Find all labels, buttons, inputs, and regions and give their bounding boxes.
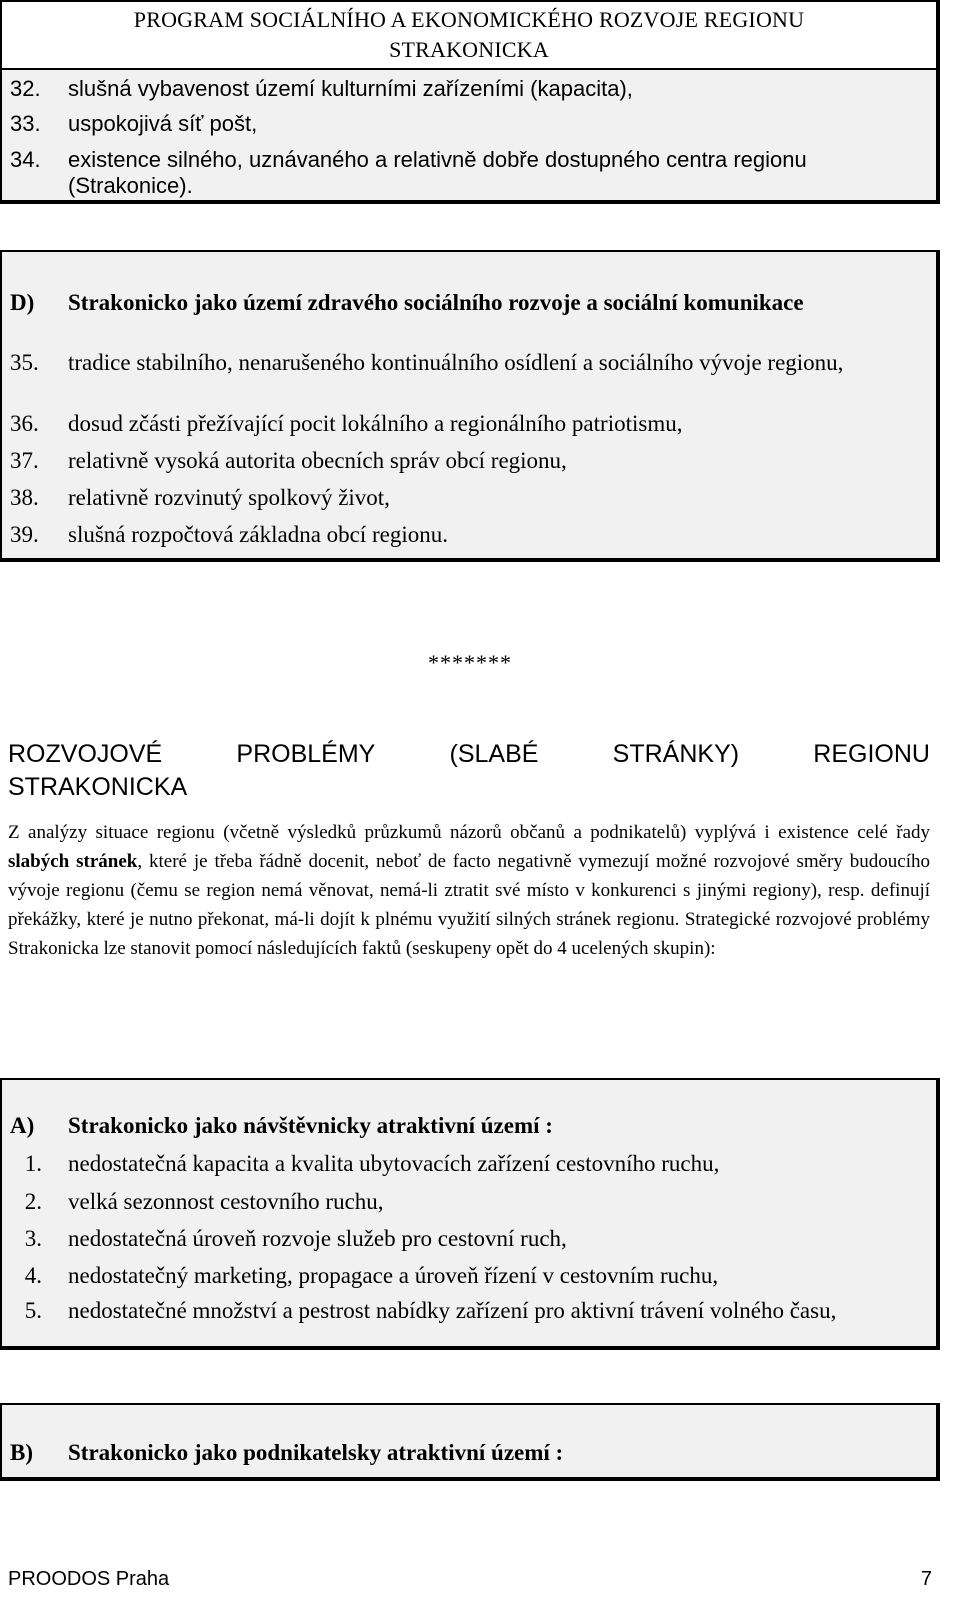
- header-title: PROGRAM SOCIÁLNÍHO A EKONOMICKÉHO ROZVOJE REGIONU: [133, 7, 805, 32]
- page-number: 7: [920, 1568, 932, 1590]
- section-title: [8, 738, 930, 804]
- footer-publisher: PROODOS Praha: [8, 1568, 170, 1590]
- section-separator: *******: [428, 650, 512, 675]
- weaknesses-box-b: B) Strakonicko jako podnikatelsky atraktivní území :: [0, 1403, 940, 1481]
- section-title-line1: ROZVOJOVÉ PROBLÉMY (SLABÉ STRÁNKY) REGIONU: [8, 740, 930, 768]
- strengths-box-d: D) Strakonicko jako území zdravého sociálního rozvoje a sociální komunikace 35. tradice stabilního, nenarušeného kontinuálního osídlení a sociálního vývoje regionu, 36. dosud zčásti přežívající pocit lokálního a regionálního patriotismu, 37. relativně vysoká autorita obecních správ obcí regionu, 38. relativně rozvinutý spolkový život, 39. slušná rozpočtová základna obcí regionu.: [0, 250, 940, 562]
- page-header: [0, 0, 940, 70]
- intro-paragraph: Z analýzy situace regionu (včetně výsledků průzkumů názorů občanů a podnikatelů) vyplývá i existence celé řady slabých stránek, které je třeba řádně docenit, neboť de facto negativně vymezují možné rozvojové směry budoucího vývoje regionu (čemu se region nemá věnovat, nemá-li ztratit své místo v konkurenci s jinými regiony), resp. definují překážky, které je nutno překonat, má-li dojít k plnému využití silných stránek regionu. Strategické rozvojové problémy Strakonicka lze stanovit pomocí následujících faktů (seskupeny opět do 4 ucelených skupin):: [8, 822, 930, 959]
- strengths-box-c-continued: 32. slušná vybavenost území kulturními zařízeními (kapacita), 33. uspokojivá síť pošt, 34. existence silného, uznávaného a relativně dobře dostupného centra regionu (Strakonice).: [0, 68, 940, 204]
- header-subtitle: STRAKONICKA: [389, 37, 549, 62]
- weaknesses-box-a: A) Strakonicko jako návštěvnicky atraktivní území : 1. nedostatečná kapacita a kvalita ubytovacích zařízení cestovního ruchu, 2. velká sezonnost cestovního ruchu, 3. nedostatečná úroveň rozvoje služeb pro cestovní ruch, 4. nedostatečný marketing, propagace a úroveň řízení v cestovním ruchu, 5. nedostatečné množství a pestrost nabídky zařízení pro aktivní trávení volného času,: [0, 1078, 940, 1350]
- section-title-line2: STRAKONICKA: [8, 773, 188, 801]
- emphasis: slabých stránek: [8, 851, 138, 872]
